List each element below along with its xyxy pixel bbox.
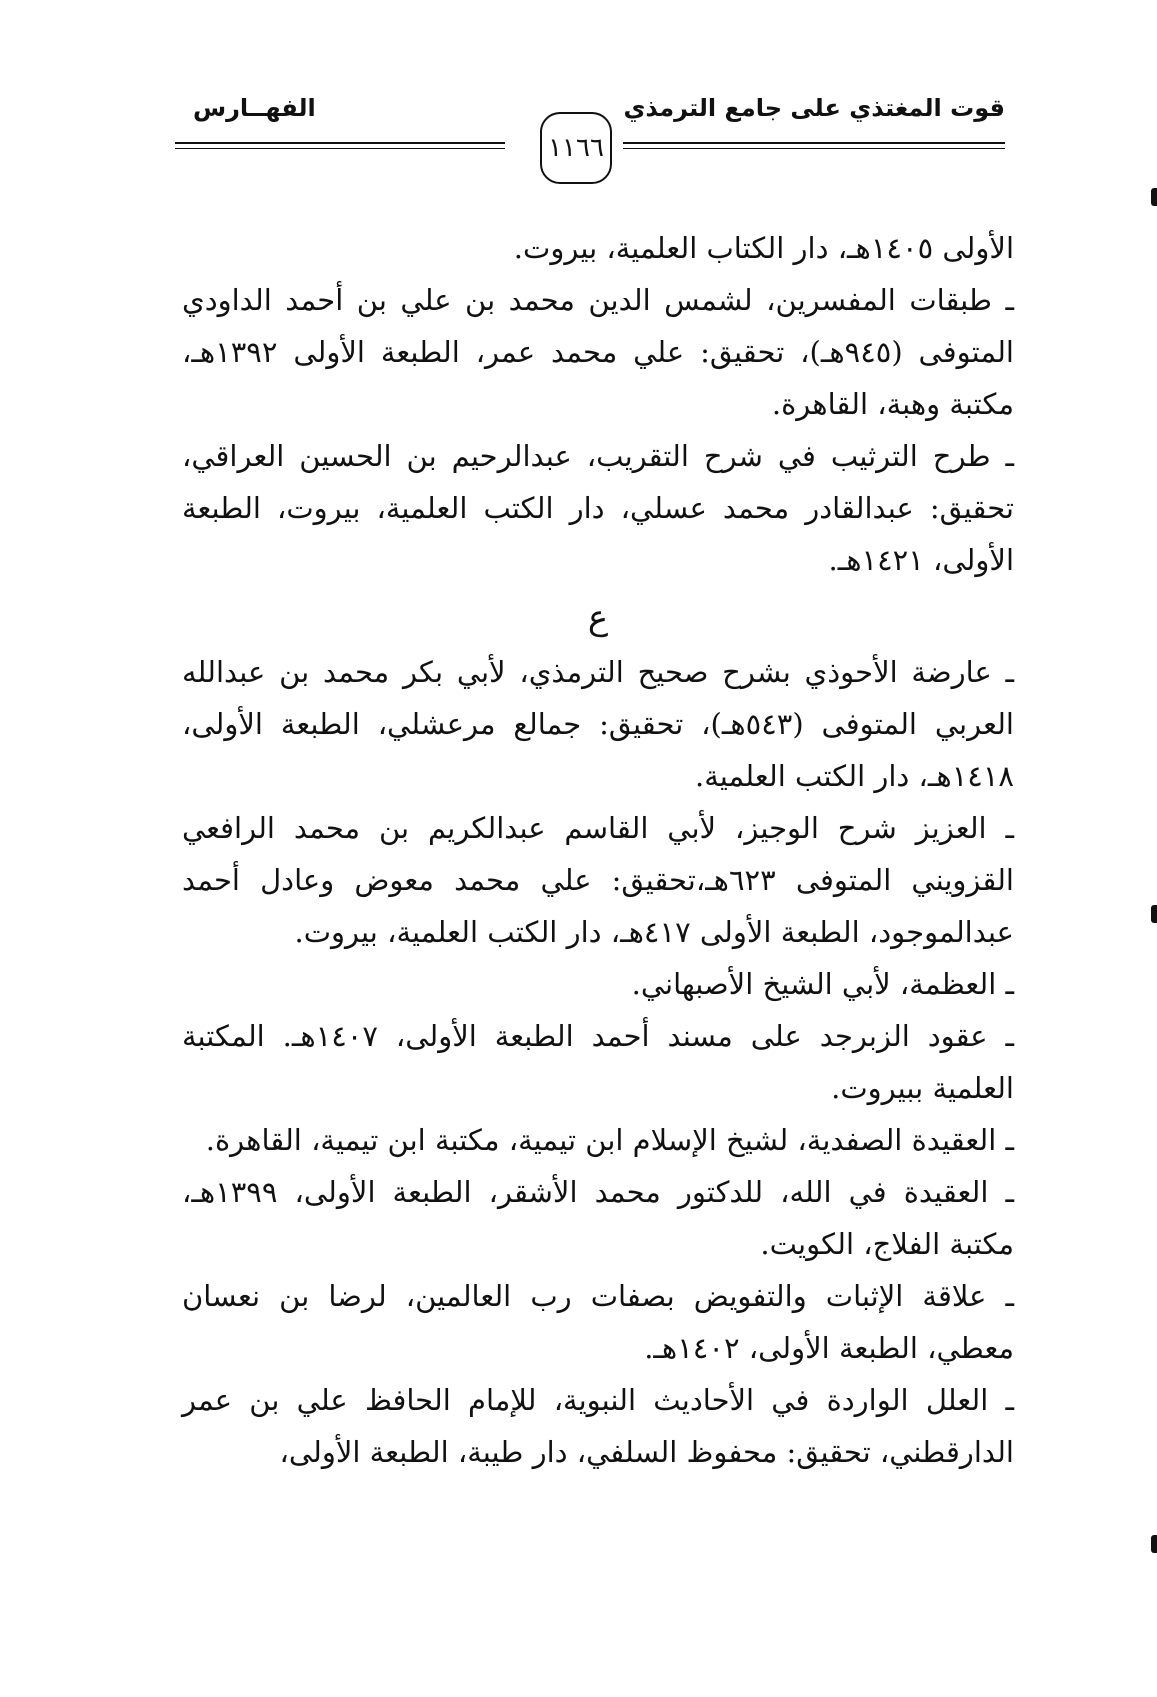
bibliography-entry: ـ طرح الترثيب في شرح التقريب، عبدالرحيم بن الحسين العراقي، تحقيق: عبدالقادر محمد عسلي، دار الكتب العلمية، بيروت، الطبعة الأولى، ١٤٢١هـ. xyxy=(182,439,1014,577)
bibliography-entry: ـ العقيدة الصفدية، لشيخ الإسلام ابن تيمية، مكتبة ابن تيمية، القاهرة. xyxy=(205,1123,1014,1157)
bibliography-entry: ـ عقود الزبرجد على مسند أحمد الطبعة الأولى، ١٤٠٧هـ. المكتبة العلمية ببيروت. xyxy=(182,1019,1015,1105)
page-header xyxy=(175,92,1005,212)
header-rule-right-bottom xyxy=(623,148,1005,149)
page-number: ١١٦٦ xyxy=(548,133,604,163)
bibliography-entry: ـ طبقات المفسرين، لشمس الدين محمد بن علي بن أحمد الداودي المتوفى (٩٤٥هـ)، تحقيق: علي محمد عمر، الطبعة الأولى ١٣٩٢هـ، مكتبة وهبة، القاهرة. xyxy=(182,283,1014,421)
scan-margin-mark xyxy=(1151,905,1157,923)
scan-margin-mark xyxy=(1151,188,1157,206)
bibliography-entry: ـ العقيدة في الله، للدكتور محمد الأشقر، الطبعة الأولى، ١٣٩٩هـ، مكتبة الفلاج، الكويت. xyxy=(182,1175,1014,1261)
bibliography-entry: الأولى ١٤٠٥هـ، دار الكتاب العلمية، بيروت. xyxy=(513,231,1014,265)
bibliography-entry: ـ علاقة الإثبات والتفويض بصفات رب العالمين، لرضا بن نعسان معطي، الطبعة الأولى، ١٤٠٢هـ. xyxy=(182,1279,1014,1365)
bibliography-entry: ـ العلل الواردة في الأحاديث النبوية، للإمام الحافظ علي بن عمر الدارقطني، تحقيق: محفوظ السلفي، دار طيبة، الطبعة الأولى، xyxy=(182,1383,1014,1469)
bibliography-entry: ـ العظمة، لأبي الشيخ الأصبهاني. xyxy=(631,967,1014,1001)
bibliography-entry: ـ العزيز شرح الوجيز، لأبي القاسم عبدالكريم بن محمد الرافعي القزويني المتوفى ٦٢٣هـ،تحقيق: علي محمد معوض وعادل أحمد عبدالموجود، الطبعة الأولى ٤١٧هـ، دار الكتب العلمية، بيروت. xyxy=(182,811,1014,949)
page-number-badge xyxy=(540,112,612,184)
scan-margin-mark xyxy=(1151,1535,1157,1553)
section-title: الفهــارس xyxy=(193,94,316,122)
header-rule-left-bottom xyxy=(175,148,505,149)
section-letter-heading: ع xyxy=(587,598,609,638)
header-rule-left-top xyxy=(175,142,505,144)
bibliography-list xyxy=(182,222,1014,1478)
book-title: قوت المغتذي على جامع الترمذي xyxy=(623,94,1005,122)
header-rule-right-top xyxy=(623,142,1005,144)
bibliography-entry: ـ عارضة الأحوذي بشرح صحيح الترمذي، لأبي بكر محمد بن عبدالله العربي المتوفى (٥٤٣هـ)، تحقيق: جمالع مرعشلي، الطبعة الأولى، ١٤١٨هـ، دار الكتب العلمية. xyxy=(182,655,1014,793)
